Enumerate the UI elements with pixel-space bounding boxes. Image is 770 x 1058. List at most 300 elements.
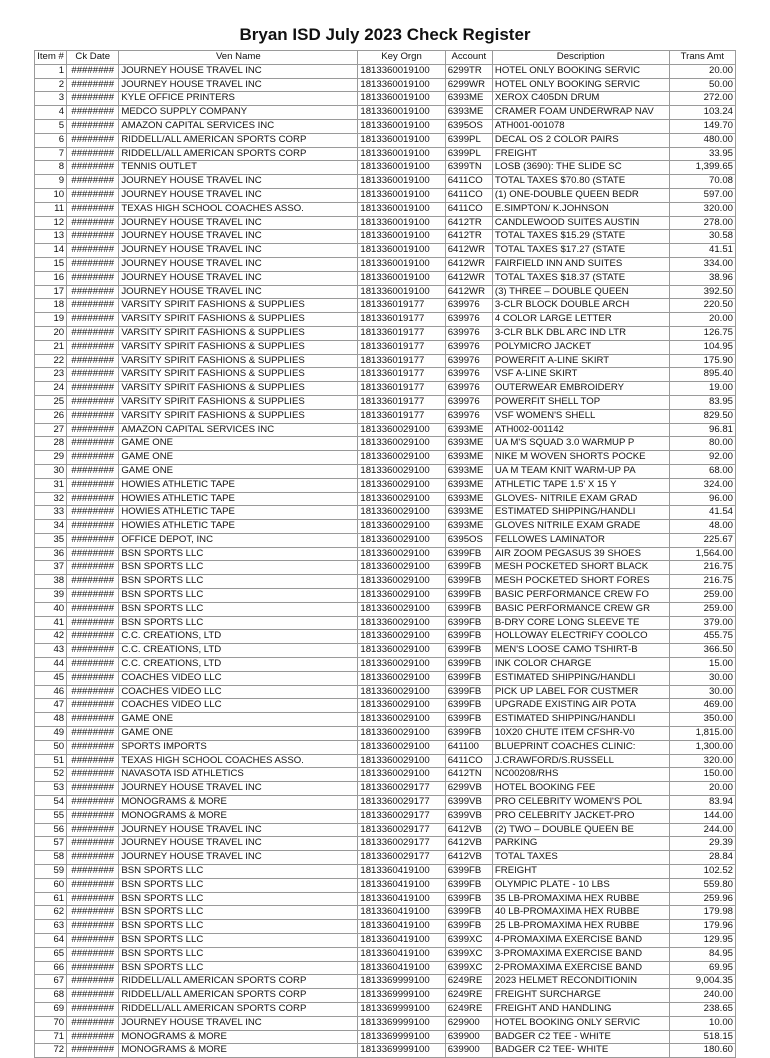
description-cell: 10X20 CHUTE ITEM CFSHR-V0 bbox=[492, 727, 669, 741]
ven-name-cell: MONOGRAMS & MORE bbox=[119, 1030, 358, 1044]
trans-amt-cell: 1,399.65 bbox=[669, 161, 735, 175]
table-row bbox=[35, 1016, 736, 1030]
item-number-cell: 44 bbox=[35, 658, 67, 672]
key-orgn-cell: 1813360029100 bbox=[358, 713, 445, 727]
table-row bbox=[35, 865, 736, 879]
description-cell: TOTAL TAXES $15.29 (STATE bbox=[492, 230, 669, 244]
ck-date-cell: ######## bbox=[67, 630, 119, 644]
description-cell: HOTEL BOOKING FEE bbox=[492, 782, 669, 796]
key-orgn-cell: 181336019177 bbox=[358, 382, 445, 396]
key-orgn-cell: 1813360019100 bbox=[358, 78, 445, 92]
key-orgn-cell: 1813360019100 bbox=[358, 230, 445, 244]
ck-date-cell: ######## bbox=[67, 768, 119, 782]
description-cell: (1) ONE-DOUBLE QUEEN BEDR bbox=[492, 188, 669, 202]
ven-name-cell: BSN SPORTS LLC bbox=[119, 906, 358, 920]
item-number-cell: 13 bbox=[35, 230, 67, 244]
ck-date-cell: ######## bbox=[67, 520, 119, 534]
account-cell: 6399VB bbox=[445, 809, 492, 823]
key-orgn-cell: 1813360029100 bbox=[358, 533, 445, 547]
item-number-cell: 51 bbox=[35, 754, 67, 768]
ck-date-cell: ######## bbox=[67, 561, 119, 575]
ck-date-cell: ######## bbox=[67, 740, 119, 754]
column-header-key-orgn: Key Orgn bbox=[358, 51, 445, 65]
description-cell: B-DRY CORE LONG SLEEVE TE bbox=[492, 616, 669, 630]
trans-amt-cell: 38.96 bbox=[669, 271, 735, 285]
key-orgn-cell: 1813360019100 bbox=[358, 285, 445, 299]
description-cell: 35 LB-PROMAXIMA HEX RUBBE bbox=[492, 892, 669, 906]
table-row bbox=[35, 906, 736, 920]
table-row bbox=[35, 934, 736, 948]
item-number-cell: 9 bbox=[35, 175, 67, 189]
ven-name-cell: AMAZON CAPITAL SERVICES INC bbox=[119, 119, 358, 133]
key-orgn-cell: 1813360029100 bbox=[358, 685, 445, 699]
account-cell: 639976 bbox=[445, 326, 492, 340]
key-orgn-cell: 1813360029100 bbox=[358, 423, 445, 437]
table-row bbox=[35, 727, 736, 741]
ck-date-cell: ######## bbox=[67, 106, 119, 120]
ck-date-cell: ######## bbox=[67, 989, 119, 1003]
table-row bbox=[35, 920, 736, 934]
ven-name-cell: COACHES VIDEO LLC bbox=[119, 671, 358, 685]
key-orgn-cell: 1813360029100 bbox=[358, 630, 445, 644]
ven-name-cell: JOURNEY HOUSE TRAVEL INC bbox=[119, 285, 358, 299]
table-row bbox=[35, 533, 736, 547]
item-number-cell: 12 bbox=[35, 216, 67, 230]
item-number-cell: 39 bbox=[35, 589, 67, 603]
description-cell: UPGRADE EXISTING AIR POTA bbox=[492, 699, 669, 713]
item-number-cell: 49 bbox=[35, 727, 67, 741]
description-cell: HOTEL ONLY BOOKING SERVIC bbox=[492, 64, 669, 78]
ven-name-cell: MONOGRAMS & MORE bbox=[119, 796, 358, 810]
ven-name-cell: JOURNEY HOUSE TRAVEL INC bbox=[119, 837, 358, 851]
ck-date-cell: ######## bbox=[67, 395, 119, 409]
account-cell: 6393ME bbox=[445, 106, 492, 120]
description-cell: VSF WOMEN'S SHELL bbox=[492, 409, 669, 423]
item-number-cell: 34 bbox=[35, 520, 67, 534]
description-cell: 4 COLOR LARGE LETTER bbox=[492, 313, 669, 327]
description-cell: AIR ZOOM PEGASUS 39 SHOES bbox=[492, 547, 669, 561]
table-header-row bbox=[35, 51, 736, 65]
account-cell: 6393ME bbox=[445, 520, 492, 534]
trans-amt-cell: 225.67 bbox=[669, 533, 735, 547]
key-orgn-cell: 1813360019100 bbox=[358, 175, 445, 189]
ven-name-cell: TEXAS HIGH SCHOOL COACHES ASSO. bbox=[119, 202, 358, 216]
account-cell: 6399FB bbox=[445, 906, 492, 920]
item-number-cell: 10 bbox=[35, 188, 67, 202]
description-cell: XEROX C405DN DRUM bbox=[492, 92, 669, 106]
table-row bbox=[35, 119, 736, 133]
account-cell: 6399XC bbox=[445, 961, 492, 975]
account-cell: 6412VB bbox=[445, 851, 492, 865]
ck-date-cell: ######## bbox=[67, 1030, 119, 1044]
description-cell: BADGER C2 TEE - WHITE bbox=[492, 1030, 669, 1044]
table-row bbox=[35, 175, 736, 189]
table-row bbox=[35, 299, 736, 313]
table-row bbox=[35, 575, 736, 589]
column-header-trans-amt: Trans Amt bbox=[669, 51, 735, 65]
ck-date-cell: ######## bbox=[67, 368, 119, 382]
item-number-cell: 35 bbox=[35, 533, 67, 547]
ven-name-cell: BSN SPORTS LLC bbox=[119, 920, 358, 934]
ven-name-cell: KYLE OFFICE PRINTERS bbox=[119, 92, 358, 106]
table-row bbox=[35, 616, 736, 630]
account-cell: 639976 bbox=[445, 368, 492, 382]
account-cell: 6412WR bbox=[445, 271, 492, 285]
trans-amt-cell: 238.65 bbox=[669, 1002, 735, 1016]
item-number-cell: 6 bbox=[35, 133, 67, 147]
table-row bbox=[35, 1030, 736, 1044]
table-row bbox=[35, 257, 736, 271]
table-row bbox=[35, 685, 736, 699]
account-cell: 6249RE bbox=[445, 989, 492, 1003]
description-cell: NC00208/RHS bbox=[492, 768, 669, 782]
description-cell: UA M TEAM KNIT WARM-UP PA bbox=[492, 464, 669, 478]
account-cell: 6399FB bbox=[445, 892, 492, 906]
trans-amt-cell: 102.52 bbox=[669, 865, 735, 879]
ck-date-cell: ######## bbox=[67, 78, 119, 92]
account-cell: 6395OS bbox=[445, 533, 492, 547]
trans-amt-cell: 149.70 bbox=[669, 119, 735, 133]
description-cell: ESTIMATED SHIPPING/HANDLI bbox=[492, 506, 669, 520]
ck-date-cell: ######## bbox=[67, 589, 119, 603]
description-cell: FREIGHT bbox=[492, 147, 669, 161]
account-cell: 639976 bbox=[445, 313, 492, 327]
check-register-table bbox=[34, 50, 736, 1058]
column-header-item: Item # bbox=[35, 51, 67, 65]
description-cell: HOTEL ONLY BOOKING SERVIC bbox=[492, 78, 669, 92]
ven-name-cell: HOWIES ATHLETIC TAPE bbox=[119, 520, 358, 534]
key-orgn-cell: 1813369999100 bbox=[358, 989, 445, 1003]
trans-amt-cell: 179.98 bbox=[669, 906, 735, 920]
ven-name-cell: BSN SPORTS LLC bbox=[119, 589, 358, 603]
description-cell: NIKE M WOVEN SHORTS POCKE bbox=[492, 451, 669, 465]
account-cell: 6399FB bbox=[445, 616, 492, 630]
ven-name-cell: VARSITY SPIRIT FASHIONS & SUPPLIES bbox=[119, 313, 358, 327]
account-cell: 6393ME bbox=[445, 464, 492, 478]
table-row bbox=[35, 92, 736, 106]
key-orgn-cell: 1813360029100 bbox=[358, 754, 445, 768]
key-orgn-cell: 1813369999100 bbox=[358, 975, 445, 989]
description-cell: ATHLETIC TAPE 1.5' X 15 Y bbox=[492, 478, 669, 492]
table-row bbox=[35, 851, 736, 865]
table-row bbox=[35, 382, 736, 396]
item-number-cell: 66 bbox=[35, 961, 67, 975]
account-cell: 6412WR bbox=[445, 285, 492, 299]
trans-amt-cell: 272.00 bbox=[669, 92, 735, 106]
trans-amt-cell: 366.50 bbox=[669, 644, 735, 658]
description-cell: VSF A-LINE SKIRT bbox=[492, 368, 669, 382]
account-cell: 6399FB bbox=[445, 685, 492, 699]
key-orgn-cell: 1813360029177 bbox=[358, 809, 445, 823]
item-number-cell: 1 bbox=[35, 64, 67, 78]
ck-date-cell: ######## bbox=[67, 313, 119, 327]
key-orgn-cell: 181336019177 bbox=[358, 313, 445, 327]
trans-amt-cell: 30.00 bbox=[669, 671, 735, 685]
description-cell: BADGER C2 TEE- WHITE bbox=[492, 1044, 669, 1058]
table-row bbox=[35, 340, 736, 354]
account-cell: 6412TR bbox=[445, 230, 492, 244]
trans-amt-cell: 41.51 bbox=[669, 244, 735, 258]
ven-name-cell: JOURNEY HOUSE TRAVEL INC bbox=[119, 257, 358, 271]
ven-name-cell: BSN SPORTS LLC bbox=[119, 961, 358, 975]
key-orgn-cell: 1813360029177 bbox=[358, 782, 445, 796]
item-number-cell: 18 bbox=[35, 299, 67, 313]
account-cell: 639976 bbox=[445, 382, 492, 396]
account-cell: 6399FB bbox=[445, 727, 492, 741]
trans-amt-cell: 895.40 bbox=[669, 368, 735, 382]
ven-name-cell: BSN SPORTS LLC bbox=[119, 616, 358, 630]
item-number-cell: 69 bbox=[35, 1002, 67, 1016]
description-cell: POLYMICRO JACKET bbox=[492, 340, 669, 354]
ck-date-cell: ######## bbox=[67, 671, 119, 685]
trans-amt-cell: 320.00 bbox=[669, 754, 735, 768]
description-cell: POWERFIT SHELL TOP bbox=[492, 395, 669, 409]
account-cell: 6412WR bbox=[445, 244, 492, 258]
ven-name-cell: HOWIES ATHLETIC TAPE bbox=[119, 478, 358, 492]
description-cell: PRO CELEBRITY WOMEN'S POL bbox=[492, 796, 669, 810]
table-row bbox=[35, 1044, 736, 1058]
account-cell: 6395OS bbox=[445, 119, 492, 133]
key-orgn-cell: 1813360019100 bbox=[358, 257, 445, 271]
account-cell: 6412WR bbox=[445, 257, 492, 271]
trans-amt-cell: 96.00 bbox=[669, 492, 735, 506]
key-orgn-cell: 1813360029100 bbox=[358, 561, 445, 575]
ven-name-cell: VARSITY SPIRIT FASHIONS & SUPPLIES bbox=[119, 409, 358, 423]
item-number-cell: 3 bbox=[35, 92, 67, 106]
table-row bbox=[35, 975, 736, 989]
description-cell: FELLOWES LAMINATOR bbox=[492, 533, 669, 547]
ven-name-cell: JOURNEY HOUSE TRAVEL INC bbox=[119, 823, 358, 837]
account-cell: 6393ME bbox=[445, 451, 492, 465]
key-orgn-cell: 1813360419100 bbox=[358, 934, 445, 948]
trans-amt-cell: 20.00 bbox=[669, 313, 735, 327]
item-number-cell: 38 bbox=[35, 575, 67, 589]
ck-date-cell: ######## bbox=[67, 699, 119, 713]
trans-amt-cell: 68.00 bbox=[669, 464, 735, 478]
trans-amt-cell: 92.00 bbox=[669, 451, 735, 465]
trans-amt-cell: 480.00 bbox=[669, 133, 735, 147]
item-number-cell: 5 bbox=[35, 119, 67, 133]
ven-name-cell: COACHES VIDEO LLC bbox=[119, 699, 358, 713]
table-row bbox=[35, 230, 736, 244]
table-row bbox=[35, 106, 736, 120]
ven-name-cell: JOURNEY HOUSE TRAVEL INC bbox=[119, 230, 358, 244]
description-cell: 3-PROMAXIMA EXERCISE BAND bbox=[492, 947, 669, 961]
account-cell: 6399FB bbox=[445, 644, 492, 658]
ven-name-cell: JOURNEY HOUSE TRAVEL INC bbox=[119, 244, 358, 258]
ck-date-cell: ######## bbox=[67, 920, 119, 934]
table-row bbox=[35, 271, 736, 285]
account-cell: 6249RE bbox=[445, 975, 492, 989]
trans-amt-cell: 240.00 bbox=[669, 989, 735, 1003]
table-row bbox=[35, 133, 736, 147]
key-orgn-cell: 1813360029100 bbox=[358, 671, 445, 685]
ck-date-cell: ######## bbox=[67, 878, 119, 892]
key-orgn-cell: 1813360029100 bbox=[358, 644, 445, 658]
key-orgn-cell: 1813360419100 bbox=[358, 947, 445, 961]
trans-amt-cell: 29.39 bbox=[669, 837, 735, 851]
item-number-cell: 31 bbox=[35, 478, 67, 492]
table-row bbox=[35, 547, 736, 561]
ven-name-cell: JOURNEY HOUSE TRAVEL INC bbox=[119, 782, 358, 796]
account-cell: 6399PL bbox=[445, 133, 492, 147]
account-cell: 6393ME bbox=[445, 506, 492, 520]
ven-name-cell: BSN SPORTS LLC bbox=[119, 865, 358, 879]
ven-name-cell: GAME ONE bbox=[119, 437, 358, 451]
description-cell: FAIRFIELD INN AND SUITES bbox=[492, 257, 669, 271]
description-cell: GLOVES NITRILE EXAM GRADE bbox=[492, 520, 669, 534]
key-orgn-cell: 1813360029100 bbox=[358, 547, 445, 561]
table-row bbox=[35, 423, 736, 437]
item-number-cell: 41 bbox=[35, 616, 67, 630]
trans-amt-cell: 126.75 bbox=[669, 326, 735, 340]
item-number-cell: 62 bbox=[35, 906, 67, 920]
item-number-cell: 29 bbox=[35, 451, 67, 465]
ck-date-cell: ######## bbox=[67, 547, 119, 561]
table-row bbox=[35, 451, 736, 465]
ven-name-cell: TEXAS HIGH SCHOOL COACHES ASSO. bbox=[119, 754, 358, 768]
key-orgn-cell: 1813360029100 bbox=[358, 658, 445, 672]
ven-name-cell: BSN SPORTS LLC bbox=[119, 561, 358, 575]
item-number-cell: 72 bbox=[35, 1044, 67, 1058]
key-orgn-cell: 1813360029177 bbox=[358, 796, 445, 810]
account-cell: 6249RE bbox=[445, 1002, 492, 1016]
account-cell: 6411CO bbox=[445, 175, 492, 189]
table-row bbox=[35, 630, 736, 644]
trans-amt-cell: 103.24 bbox=[669, 106, 735, 120]
ven-name-cell: C.C. CREATIONS, LTD bbox=[119, 644, 358, 658]
trans-amt-cell: 244.00 bbox=[669, 823, 735, 837]
account-cell: 6399XC bbox=[445, 934, 492, 948]
key-orgn-cell: 1813360019100 bbox=[358, 216, 445, 230]
ck-date-cell: ######## bbox=[67, 147, 119, 161]
item-number-cell: 55 bbox=[35, 809, 67, 823]
trans-amt-cell: 259.96 bbox=[669, 892, 735, 906]
table-row bbox=[35, 368, 736, 382]
table-row bbox=[35, 188, 736, 202]
ck-date-cell: ######## bbox=[67, 340, 119, 354]
trans-amt-cell: 175.90 bbox=[669, 354, 735, 368]
table-row bbox=[35, 409, 736, 423]
ven-name-cell: RIDDELL/ALL AMERICAN SPORTS CORP bbox=[119, 1002, 358, 1016]
trans-amt-cell: 9,004.35 bbox=[669, 975, 735, 989]
trans-amt-cell: 69.95 bbox=[669, 961, 735, 975]
item-number-cell: 47 bbox=[35, 699, 67, 713]
table-row bbox=[35, 506, 736, 520]
ck-date-cell: ######## bbox=[67, 796, 119, 810]
key-orgn-cell: 1813360019100 bbox=[358, 202, 445, 216]
description-cell: INK COLOR CHARGE bbox=[492, 658, 669, 672]
item-number-cell: 4 bbox=[35, 106, 67, 120]
table-row bbox=[35, 78, 736, 92]
description-cell: HOLLOWAY ELECTRIFY COOLCO bbox=[492, 630, 669, 644]
ck-date-cell: ######## bbox=[67, 685, 119, 699]
ck-date-cell: ######## bbox=[67, 382, 119, 396]
description-cell: CANDLEWOOD SUITES AUSTIN bbox=[492, 216, 669, 230]
ck-date-cell: ######## bbox=[67, 326, 119, 340]
key-orgn-cell: 1813360029100 bbox=[358, 478, 445, 492]
ck-date-cell: ######## bbox=[67, 658, 119, 672]
key-orgn-cell: 1813369999100 bbox=[358, 1030, 445, 1044]
ven-name-cell: BSN SPORTS LLC bbox=[119, 947, 358, 961]
ck-date-cell: ######## bbox=[67, 175, 119, 189]
key-orgn-cell: 181336019177 bbox=[358, 326, 445, 340]
description-cell: 2023 HELMET RECONDITIONIN bbox=[492, 975, 669, 989]
description-cell: 25 LB-PROMAXIMA HEX RUBBE bbox=[492, 920, 669, 934]
page-title: Bryan ISD July 2023 Check Register bbox=[239, 25, 531, 44]
trans-amt-cell: 179.96 bbox=[669, 920, 735, 934]
item-number-cell: 36 bbox=[35, 547, 67, 561]
trans-amt-cell: 129.95 bbox=[669, 934, 735, 948]
trans-amt-cell: 96.81 bbox=[669, 423, 735, 437]
ck-date-cell: ######## bbox=[67, 506, 119, 520]
item-number-cell: 26 bbox=[35, 409, 67, 423]
ven-name-cell: C.C. CREATIONS, LTD bbox=[119, 630, 358, 644]
ven-name-cell: HOWIES ATHLETIC TAPE bbox=[119, 492, 358, 506]
item-number-cell: 61 bbox=[35, 892, 67, 906]
ven-name-cell: JOURNEY HOUSE TRAVEL INC bbox=[119, 271, 358, 285]
table-row bbox=[35, 796, 736, 810]
description-cell: 4-PROMAXIMA EXERCISE BAND bbox=[492, 934, 669, 948]
table-row bbox=[35, 520, 736, 534]
key-orgn-cell: 1813360029100 bbox=[358, 768, 445, 782]
item-number-cell: 22 bbox=[35, 354, 67, 368]
ck-date-cell: ######## bbox=[67, 892, 119, 906]
ck-date-cell: ######## bbox=[67, 478, 119, 492]
ck-date-cell: ######## bbox=[67, 713, 119, 727]
item-number-cell: 14 bbox=[35, 244, 67, 258]
table-row bbox=[35, 326, 736, 340]
trans-amt-cell: 350.00 bbox=[669, 713, 735, 727]
account-cell: 639900 bbox=[445, 1030, 492, 1044]
ck-date-cell: ######## bbox=[67, 188, 119, 202]
column-header-ck-date: Ck Date bbox=[67, 51, 119, 65]
trans-amt-cell: 220.50 bbox=[669, 299, 735, 313]
key-orgn-cell: 1813360019100 bbox=[358, 147, 445, 161]
trans-amt-cell: 83.95 bbox=[669, 395, 735, 409]
table-row bbox=[35, 947, 736, 961]
description-cell: FREIGHT AND HANDLING bbox=[492, 1002, 669, 1016]
item-number-cell: 64 bbox=[35, 934, 67, 948]
ck-date-cell: ######## bbox=[67, 727, 119, 741]
ck-date-cell: ######## bbox=[67, 271, 119, 285]
item-number-cell: 42 bbox=[35, 630, 67, 644]
account-cell: 6399FB bbox=[445, 561, 492, 575]
key-orgn-cell: 1813360419100 bbox=[358, 878, 445, 892]
key-orgn-cell: 1813360019100 bbox=[358, 119, 445, 133]
item-number-cell: 43 bbox=[35, 644, 67, 658]
ck-date-cell: ######## bbox=[67, 437, 119, 451]
key-orgn-cell: 1813360029100 bbox=[358, 520, 445, 534]
trans-amt-cell: 392.50 bbox=[669, 285, 735, 299]
ven-name-cell: C.C. CREATIONS, LTD bbox=[119, 658, 358, 672]
key-orgn-cell: 1813360019100 bbox=[358, 271, 445, 285]
table-row bbox=[35, 354, 736, 368]
ven-name-cell: SPORTS IMPORTS bbox=[119, 740, 358, 754]
key-orgn-cell: 1813360029177 bbox=[358, 851, 445, 865]
trans-amt-cell: 83.94 bbox=[669, 796, 735, 810]
description-cell: (3) THREE – DOUBLE QUEEN bbox=[492, 285, 669, 299]
item-number-cell: 27 bbox=[35, 423, 67, 437]
ven-name-cell: BSN SPORTS LLC bbox=[119, 892, 358, 906]
account-cell: 6399FB bbox=[445, 865, 492, 879]
ven-name-cell: RIDDELL/ALL AMERICAN SPORTS CORP bbox=[119, 989, 358, 1003]
ven-name-cell: BSN SPORTS LLC bbox=[119, 878, 358, 892]
ck-date-cell: ######## bbox=[67, 947, 119, 961]
account-cell: 6399FB bbox=[445, 699, 492, 713]
item-number-cell: 7 bbox=[35, 147, 67, 161]
ck-date-cell: ######## bbox=[67, 1044, 119, 1058]
